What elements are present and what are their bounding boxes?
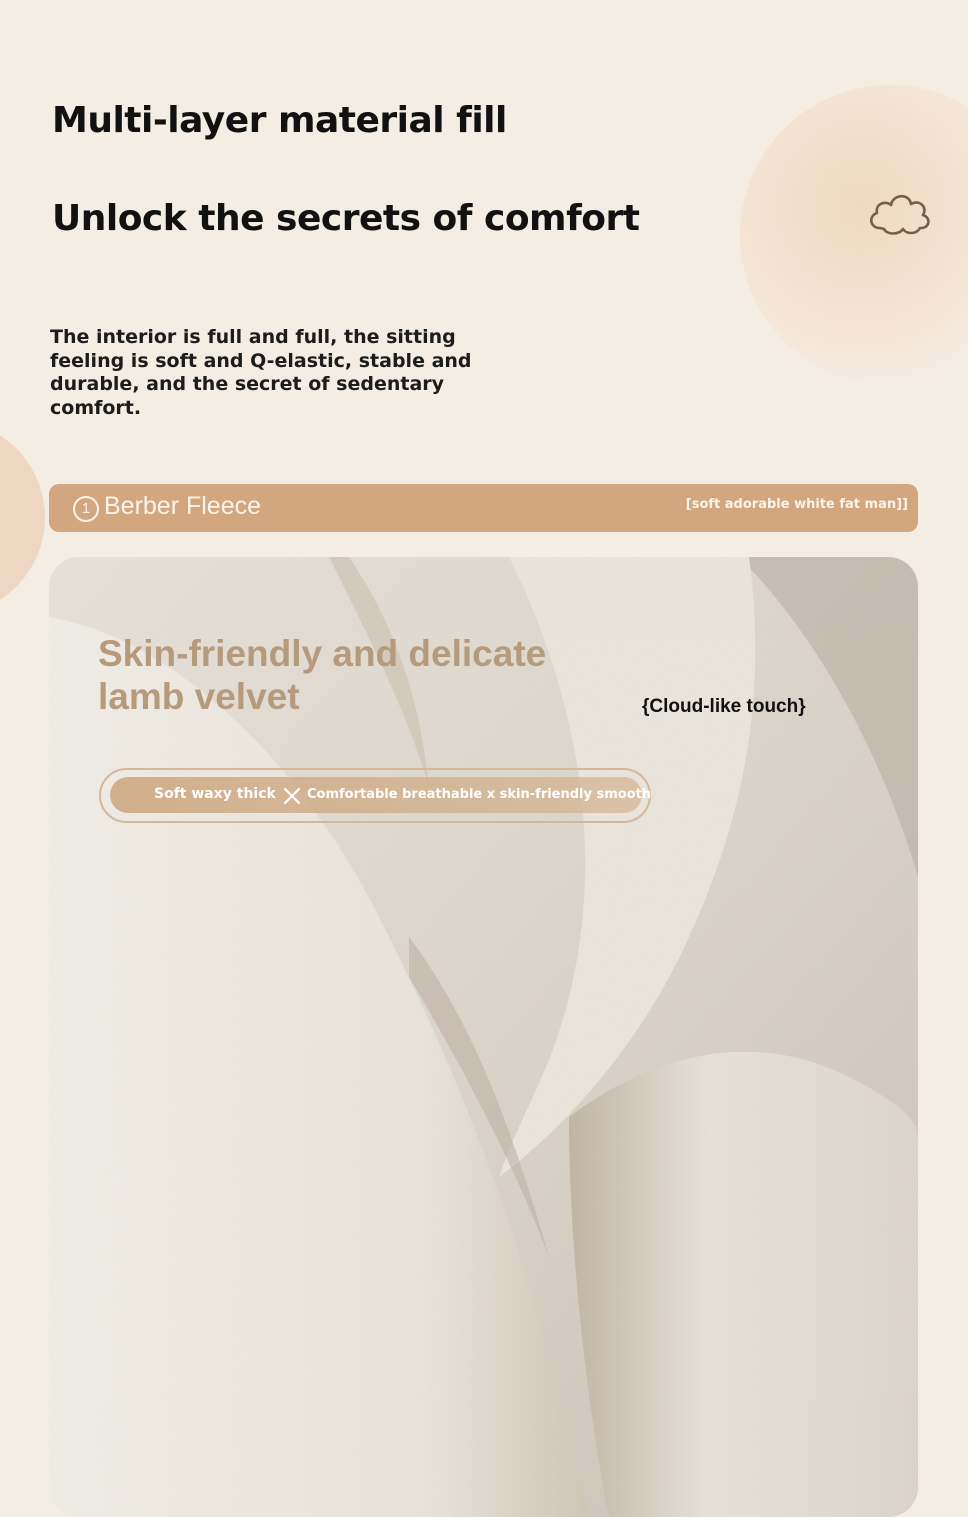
- feature-pill-left-label: Soft waxy thick: [154, 786, 276, 802]
- close-x-icon: [282, 786, 302, 806]
- cloud-icon: [866, 188, 934, 238]
- decor-circle-left: [0, 420, 45, 615]
- feature-callout: {Cloud-like touch}: [642, 696, 806, 717]
- section-number-badge: 1: [73, 496, 99, 522]
- page-subtitle: Unlock the secrets of comfort: [52, 198, 640, 239]
- section-title: Berber Fleece: [104, 492, 262, 520]
- feature-pill-right-label: Comfortable breathable x skin-friendly smooth: [307, 787, 652, 802]
- feature-headline: Skin-friendly and delicate lamb velvet: [98, 633, 547, 717]
- page-title: Multi-layer material fill: [52, 100, 507, 141]
- section-tag: [soft adorable white fat man]]: [685, 497, 908, 512]
- intro-description: The interior is full and full, the sitting feeling is soft and Q-elastic, stable and durable, and the secret of sedentary comfort.: [50, 326, 472, 419]
